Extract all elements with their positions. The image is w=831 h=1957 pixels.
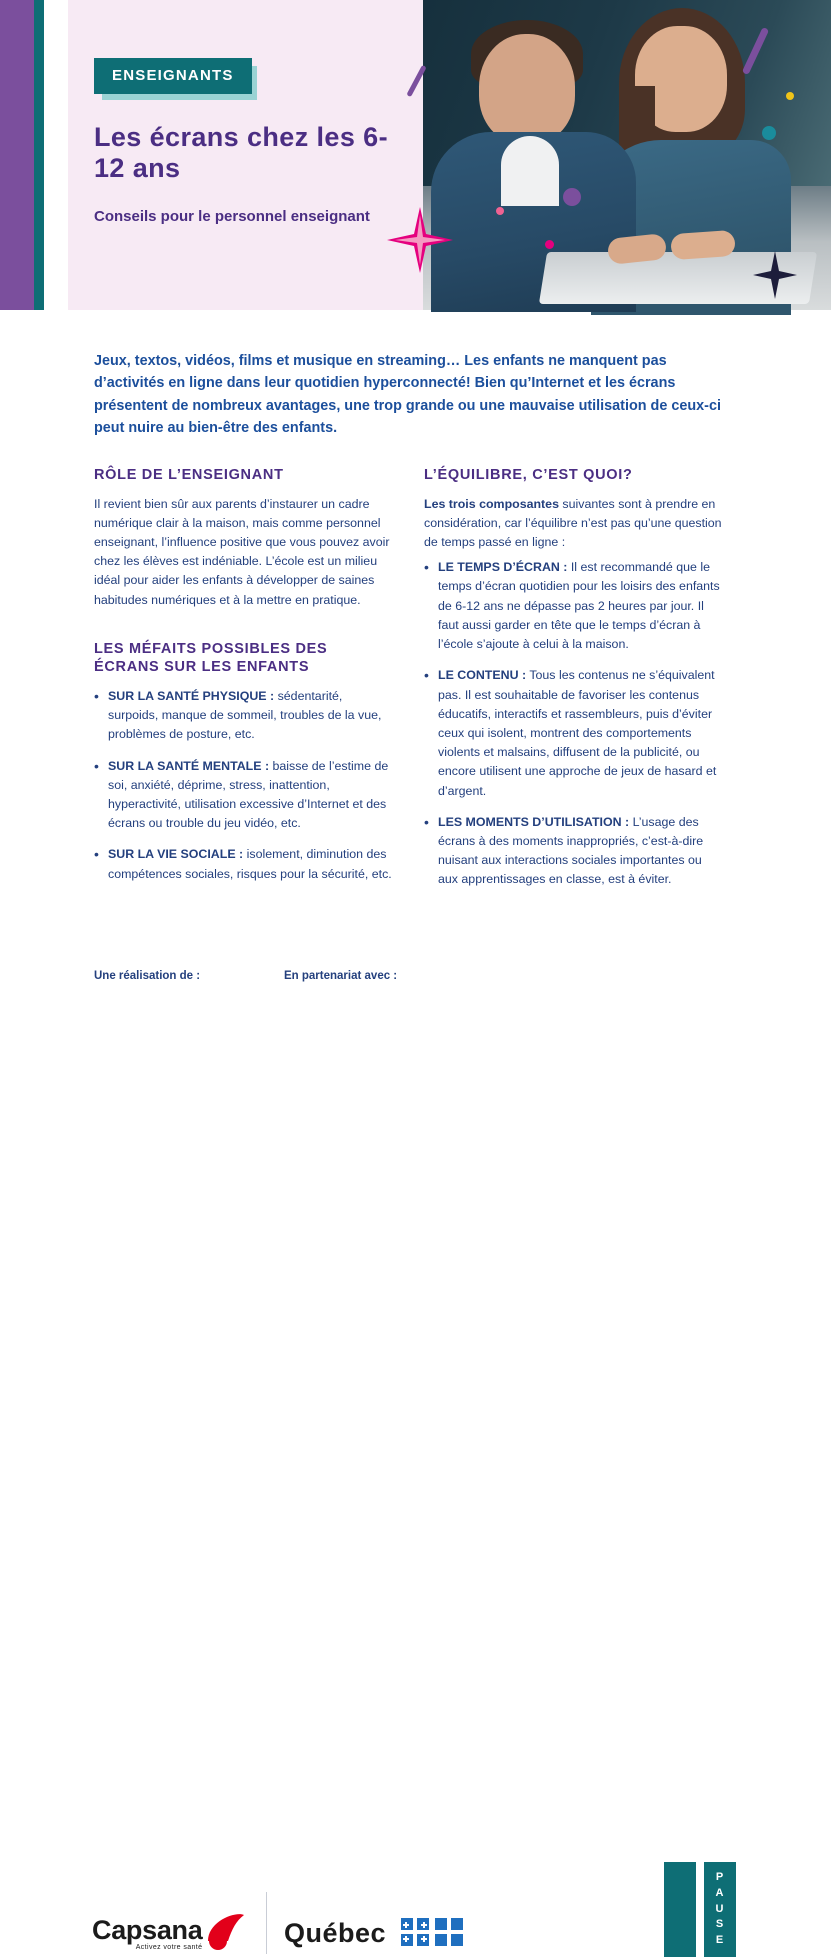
pause-letter: U (715, 1902, 725, 1915)
mefaits-list (94, 687, 394, 884)
list-item-text: Tous les contenus ne s’équivalent pas. Il est souhaitable de favoriser les contenus éducatifs, interactifs et rassembleurs, puis d’éviter ceux qui isolent, montrent des comportements violents et malsains, diffusent de la publicité, ou encore utilisent une approche de jeux de hasard et d’argent. (438, 668, 717, 798)
dot-rose-small (496, 207, 504, 215)
section-title-role: RÔLE DE L’ENSEIGNANT (94, 467, 284, 483)
photo-boy-head (479, 34, 575, 144)
list-item (94, 845, 394, 883)
sparkle-dark-icon (752, 250, 798, 300)
capsana-logo (92, 1915, 202, 1954)
list-item-lead: SUR LA SANTÉ PHYSIQUE : (108, 688, 275, 703)
capsana-mark-icon (202, 1907, 248, 1951)
equilibre-lead-rest: suivantes sont à prendre en considération, car l’équilibre n’est pas qu’une question de temps passé en ligne : (424, 496, 722, 549)
page-title: Les écrans chez les 6-12 ans (94, 122, 388, 184)
list-item (94, 757, 394, 834)
quebec-logo (284, 1916, 465, 1950)
quebec-flag-icon (401, 1916, 465, 1950)
column-spacer (94, 616, 394, 640)
dot-pink-small (545, 240, 554, 249)
capsana-tagline: Activez votre santé (135, 1944, 203, 1951)
list-item-text: L’usage des écrans à des moments inappropriés, c’est-à-dire nuisant aux interactions sociales importantes ou aux apprentissages en classe, est à éviter. (438, 814, 704, 887)
dot-yellow-small (786, 92, 794, 100)
hero-stripe-white (44, 0, 68, 310)
list-item-text: Il est recommandé que le temps d’écran quotidien pour les loisirs des enfants de 6-12 ans ne dépasse pas 2 heures par jour. Il faut aussi garder en tête que le temps d’écran à l’école s’ajoute à celui à la maison. (438, 560, 720, 652)
capsana-wordmark: Capsana (92, 1915, 203, 1945)
list-item-text: baisse de l’estime de soi, anxiété, déprime, stress, inattention, hyperactivité, utilisation excessive d’Internet et des écrans ou trouble du jeu vidéo, etc. (108, 758, 389, 831)
intro-paragraph: Jeux, textos, vidéos, films et musique en streaming… Les enfants ne manquent pas d’activités en ligne dans leur quotidien hyperconnecté! Bien qu’Internet et les écrans présentent de nombreux avantages, une trop grande ou une mauvaise utilisation de ceux-ci peut nuire au bien-être des enfants. (94, 353, 721, 436)
dot-teal (762, 126, 776, 140)
quebec-wordmark: Québec (284, 1917, 387, 1948)
photo-boy-shirt (501, 136, 559, 206)
list-item-lead: SUR LA VIE SOCIALE : (108, 847, 244, 862)
photo-woman-hand (670, 230, 736, 260)
sparkle-pink-icon (385, 205, 455, 275)
audience-badge: ENSEIGNANTS (94, 58, 252, 94)
left-column (94, 466, 394, 896)
list-item-text: sédentarité, surpoids, manque de sommeil, troubles de la vue, problèmes de posture, etc. (108, 688, 382, 742)
hero-stripe-teal (34, 0, 44, 310)
section-body-equilibre (424, 495, 724, 553)
footer (0, 930, 831, 1951)
list-item-lead: SUR LA SANTÉ MENTALE : (108, 758, 270, 773)
pause-logo-bar (664, 1862, 696, 1957)
equilibre-lead-bold: Les trois composantes (424, 496, 559, 511)
list-item (94, 687, 394, 745)
list-item-lead: LE TEMPS D’ÉCRAN : (438, 560, 568, 575)
section-title-equilibre: L’ÉQUILIBRE, C’EST QUOI? (424, 467, 633, 483)
list-item-text: isolement, diminution des compétences sociales, risques pour la sécurité, etc. (108, 847, 392, 881)
section-body-role: Il revient bien sûr aux parents d’instaurer un cadre numérique clair à la maison, mais comme personnel enseignant, l’influence positive que vous pouvez avoir chez les élèves est indéniable. L’école est un milieu idéal pour aider les enfants à développer de saines habitudes numériques et à la mettre en pratique. (94, 496, 390, 607)
list-item-lead: LE CONTENU : (438, 668, 527, 683)
pause-letter: A (715, 1886, 725, 1899)
right-column (424, 466, 724, 902)
hero-section (0, 0, 831, 310)
section-title-mefaits: LES MÉFAITS POSSIBLES DES ÉCRANS SUR LES ENFANTS (94, 640, 328, 676)
pause-letter: E (715, 1934, 725, 1947)
dot-purple-large (563, 188, 581, 206)
page-subtitle: Conseils pour le personnel enseignant (94, 208, 370, 225)
hero-stripe-purple (0, 0, 34, 310)
partner-label: En partenariat avec : (284, 970, 398, 982)
footer-divider (266, 1892, 267, 1954)
list-item (424, 558, 724, 654)
list-item (424, 813, 724, 890)
list-item-lead: LES MOMENTS D’UTILISATION : (438, 814, 630, 829)
equilibre-list (424, 558, 724, 890)
list-item (424, 666, 724, 801)
pause-logo-text (704, 1862, 736, 1957)
pause-letter: P (715, 1870, 725, 1883)
realisation-label: Une réalisation de : (94, 970, 201, 982)
pause-letter: S (715, 1918, 725, 1931)
